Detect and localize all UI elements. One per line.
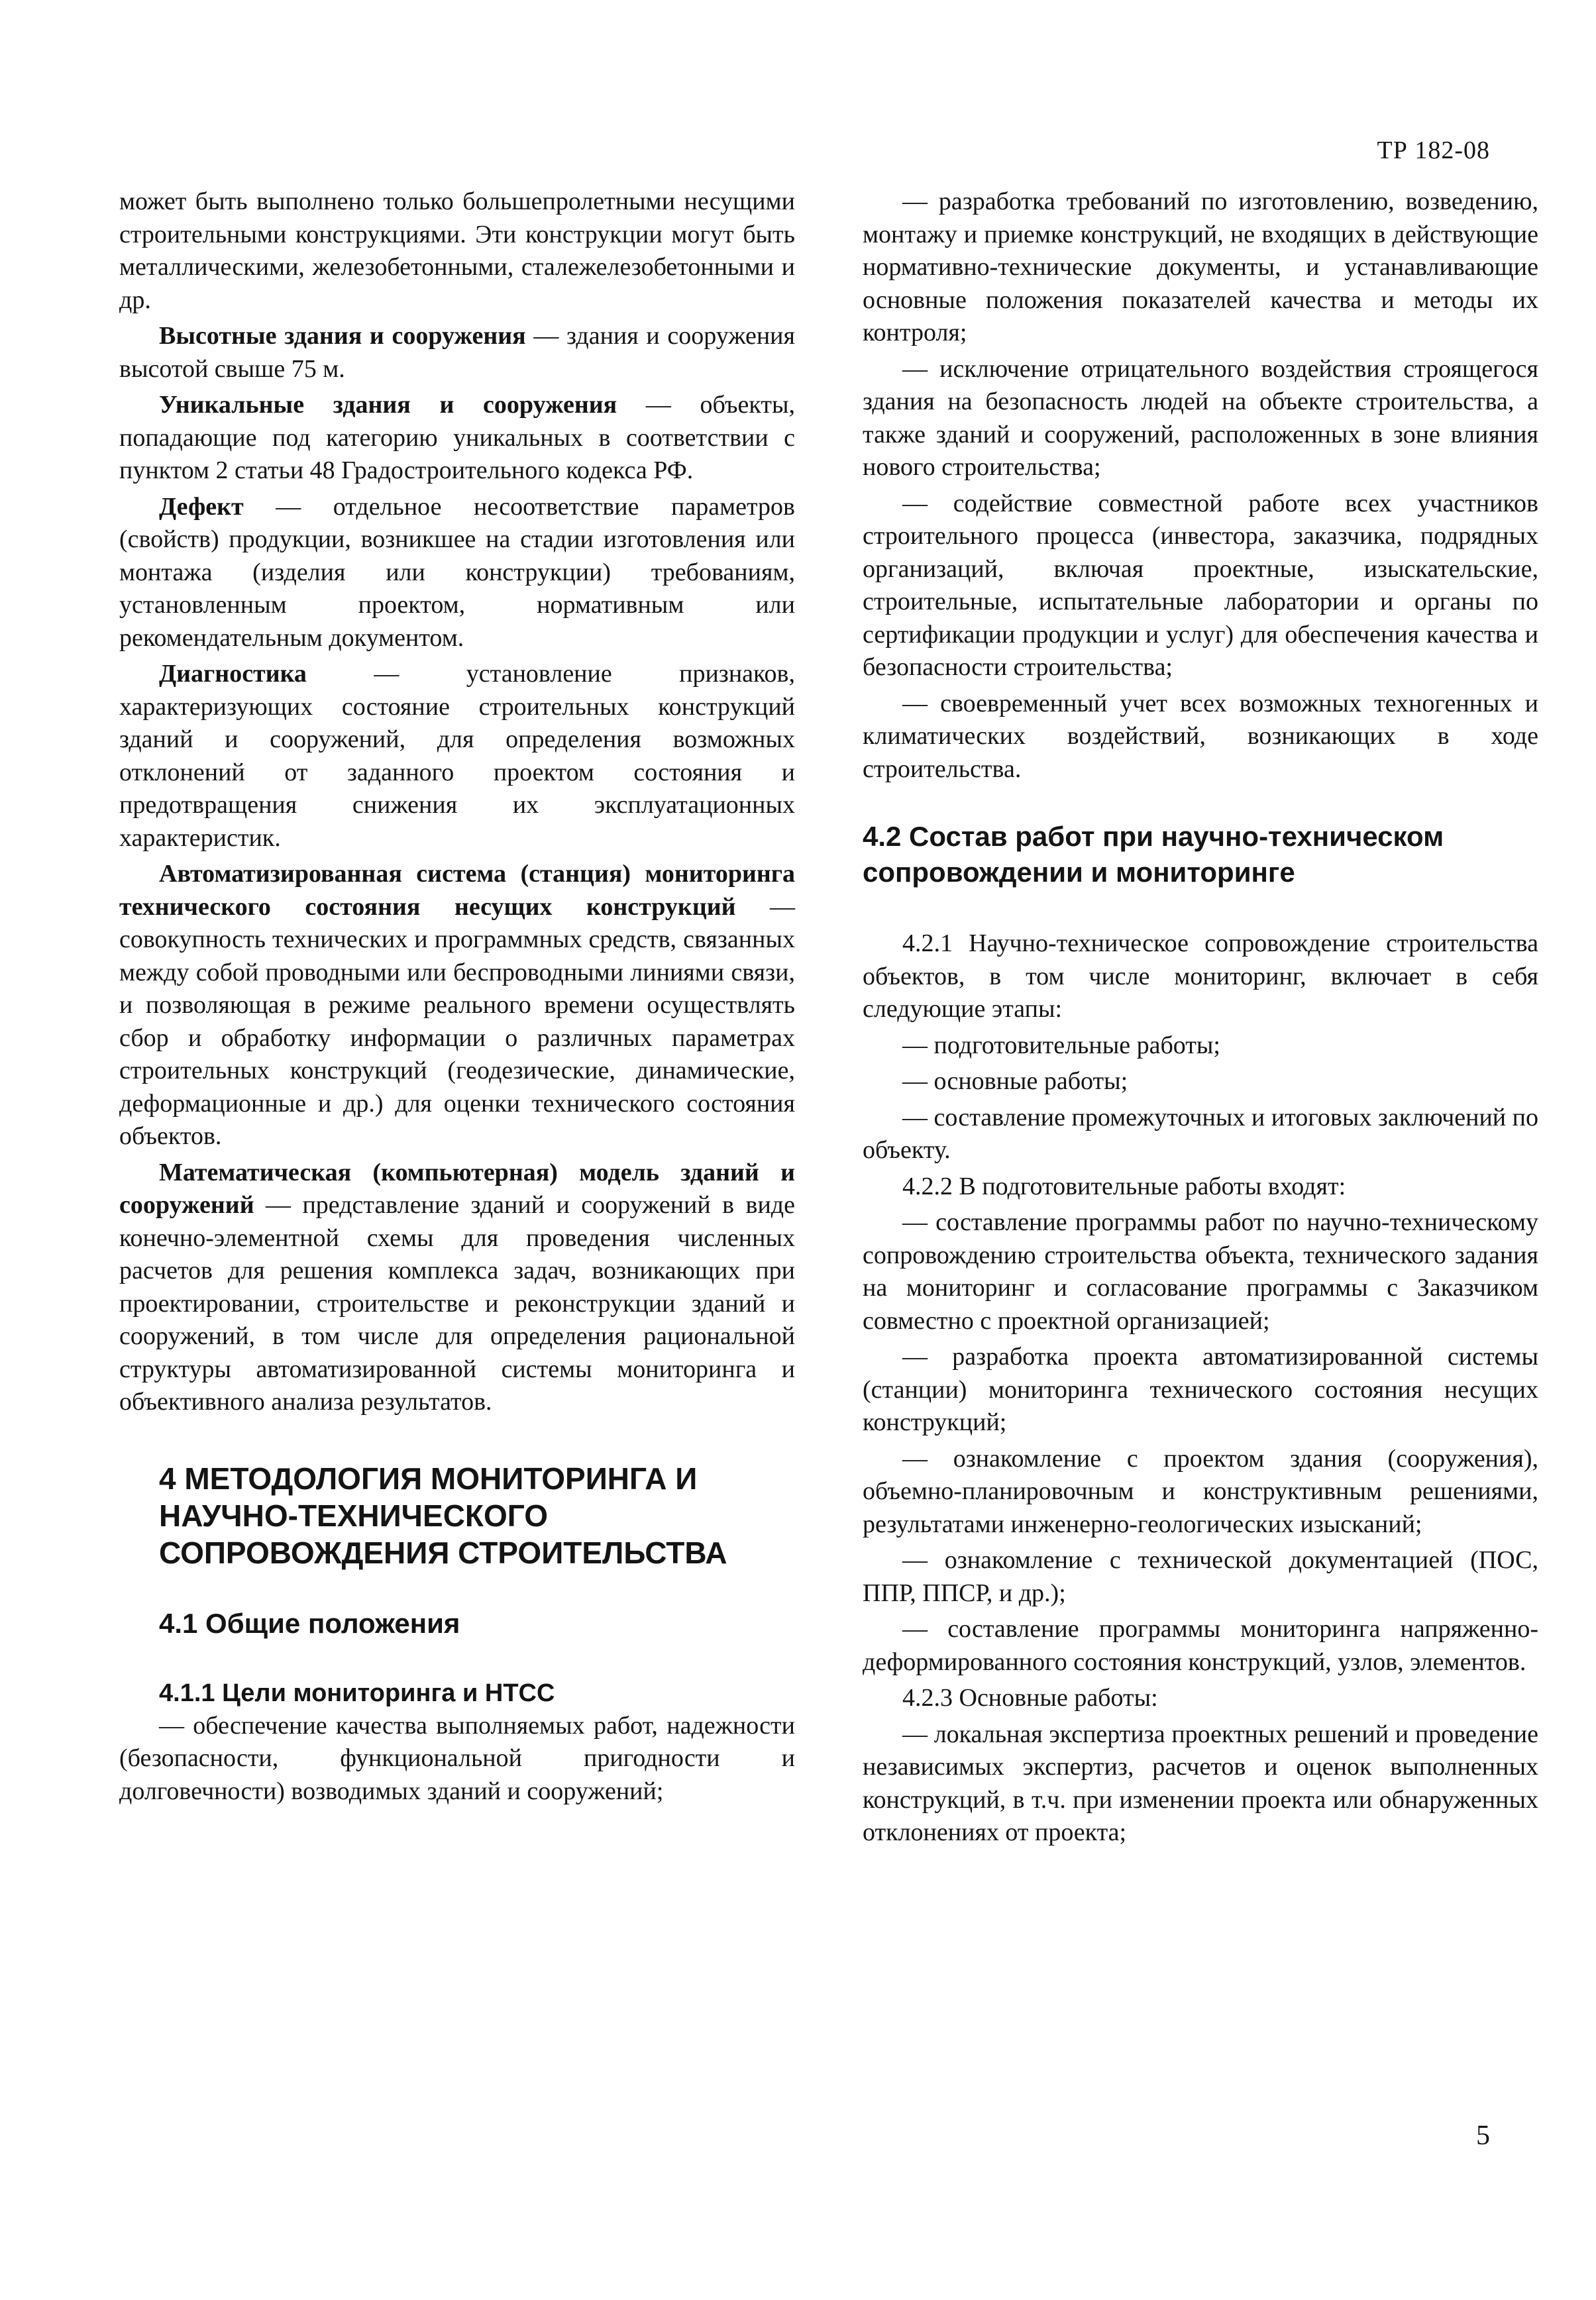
list-item: — составление промежуточных и итоговых заключений по объекту. <box>863 1103 1538 1164</box>
section-heading-4: 4 МЕТОДОЛОГИЯ МОНИТОРИНГА И НАУЧНО-ТЕХНИЧЕСКОГО СОПРОВОЖДЕНИЯ СТРОИТЕЛЬСТВА <box>159 1461 727 1570</box>
definition-term: Автоматизированная система (станция) мониторинга технического состояния несущих конструкций <box>119 860 795 921</box>
list-item: — локальная экспертиза проектных решений и проведение независимых экспертиз, расчетов и оценок выполненных конструкций, в т.ч. при изменении проекта или обнаруженных отклонениях от проекта; <box>863 1720 1538 1846</box>
definition-text: — здания и сооружения высотой свыше 75 м. <box>119 322 795 383</box>
definition-unique-buildings <box>119 389 795 488</box>
paragraph: 4.2.3 Основные работы: <box>902 1684 1158 1712</box>
list-item: — ознакомление с технической документацией (ПОС, ППР, ППСР, и др.); <box>863 1546 1538 1607</box>
definition-text: — совокупность технических и программных средств, связанных между собой проводными или беспроводными линиями связи, и позволяющая в режиме реального времени осуществлять сбор и обработку информации о различных параметрах строительных конструкций (геодезические, динамические, деформационные и др.) для оценки технического состояния объектов. <box>119 892 796 1150</box>
list-item: — составление программы работ по научно-техническому сопровождению строительства объекта, технического задания на мониторинг и согласование программы с Заказчиком совместно с проектной организацией; <box>863 1208 1538 1335</box>
document-code: ТР 182-08 <box>1377 136 1490 164</box>
section-heading-4-1: 4.1 Общие положения <box>159 1607 460 1639</box>
paragraph: 4.2.2 В подготовительные работы входят: <box>902 1172 1346 1200</box>
list-item: — содействие совместной работе всех участников строительного процесса (инвестора, заказчика, подрядных организаций, включая проектные, изыскательские, строительные, испытательные лаборатории и органы по сертификации продукции и услуг) для обеспечения качества и безопасности строительства; <box>863 489 1538 681</box>
paragraph: — обеспечение качества выполняемых работ, надежности (безопасности, функциональной пригодности и долговечности) возводимых зданий и сооружений; <box>119 1711 795 1805</box>
definition-term: Диагностика <box>159 660 307 688</box>
definition-term: Математическая (компьютерная) модель зданий и сооружений <box>119 1158 795 1219</box>
definition-math-model <box>119 1157 795 1419</box>
list-item: — исключение отрицательного воздействия строящегося здания на безопасность людей на объекте строительства, а также зданий и сооружений, расположенных в зоне влияния нового строительства; <box>863 354 1538 481</box>
definition-text: — объекты, попадающие под категорию уникальных в соответствии с пунктом 2 статьи 48 Градостроительного кодекса РФ. <box>119 391 795 484</box>
right-column <box>863 185 1538 1853</box>
definition-defect <box>119 491 795 655</box>
section-heading-4-1-1: 4.1.1 Цели мониторинга и НТСС <box>159 1679 555 1707</box>
definition-diagnostics <box>119 658 795 855</box>
definition-term: Высотные здания и сооружения <box>159 322 526 350</box>
list-item: — подготовительные работы; <box>902 1031 1220 1059</box>
definition-term: Уникальные здания и сооружения <box>159 391 617 419</box>
list-item: — ознакомление с проектом здания (сооружения), объемно-планировочным и конструктивным решениями, результатами инженерно-геологических изысканий; <box>863 1444 1538 1538</box>
definition-text: — установление признаков, характеризующих состояние строительных конструкций зданий и сооружений, для определения возможных отклонений от заданного проектом состояния и предотвращения снижения их эксплуатационных характеристик. <box>119 660 795 852</box>
page-number: 5 <box>1476 2120 1490 2151</box>
definition-high-rise <box>119 320 795 386</box>
definition-text: — представление зданий и сооружений в виде конечно-элементной схемы для проведения численных расчетов для решения комплекса задач, возникающих при проектировании, строительстве и реконструкции зданий и сооружений, в том числе для определения рациональной структуры автоматизированной системы мониторинга и объективного анализа результатов. <box>119 1191 795 1416</box>
list-item: — разработка проекта автоматизированной системы (станции) мониторинга технического состояния несущих конструкций; <box>863 1343 1538 1436</box>
list-item: — составление программы мониторинга напряженно-деформированного состояния конструкций, узлов, элементов. <box>863 1615 1538 1676</box>
definition-term: Дефект <box>159 492 244 521</box>
list-item: — разработка требований по изготовлению, возведению, монтажу и приемке конструкций, не входящих в действующие нормативно-технические документы, и устанавливающие основные положения показателей качества и методы их контроля; <box>863 187 1538 346</box>
left-column <box>119 185 795 1811</box>
paragraph: 4.2.1 Научно-техническое сопровождение строительства объектов, в том числе мониторинг, включает в себя следующие этапы: <box>863 929 1538 1023</box>
list-item: — основные работы; <box>902 1067 1128 1095</box>
list-item: — своевременный учет всех возможных техногенных и климатических воздействий, возникающих в ходе строительства. <box>863 689 1538 783</box>
section-heading-4-2: 4.2 Состав работ при научно-техническом сопровождении и мониторинге <box>863 821 1444 888</box>
definition-monitoring-system <box>119 858 795 1153</box>
definition-text: — отдельное несоответствие параметров (свойств) продукции, возникшее на стадии изготовления или монтажа (изделия или конструкции) требованиям, установленным проектом, нормативным или рекомендательным документом. <box>119 492 795 652</box>
paragraph: может быть выполнено только большепролетными несущими строительными конструкциями. Эти конструкции могут быть металлическими, железобетонными, сталежелезобетонными и др. <box>119 187 795 314</box>
